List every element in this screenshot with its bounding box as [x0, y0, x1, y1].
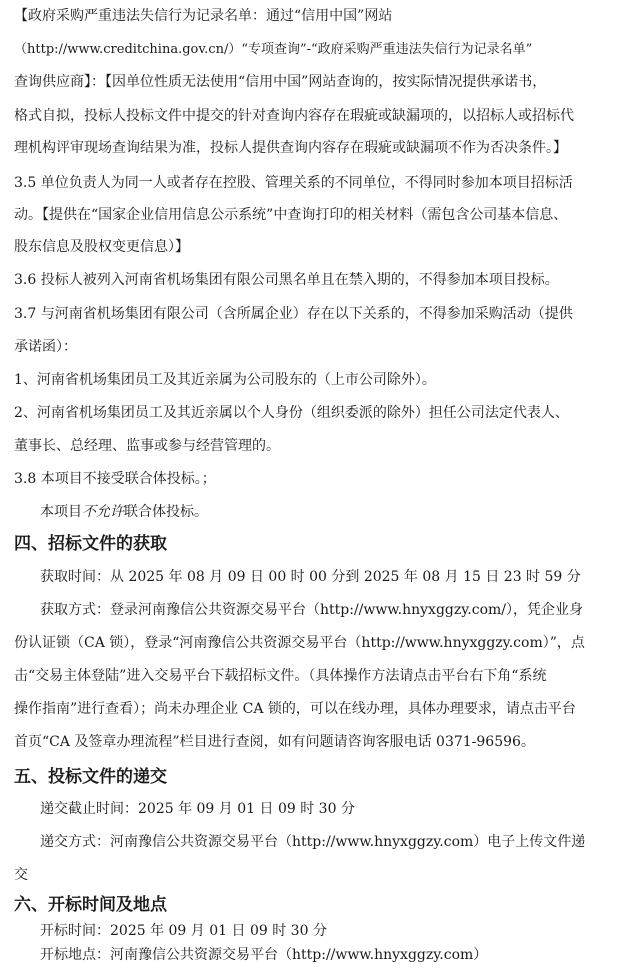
text-run: 联合体投标。	[124, 504, 208, 520]
text-line: 获取方式：登录河南豫信公共资源交易平台（http://www.hnyxggzy.com/），凭企业身	[40, 602, 584, 618]
text-line: 【政府采购严重违法失信行为记录名单：通过“信用中国”网站	[14, 8, 393, 24]
text-line: 格式自拟，投标人投标文件中提交的针对查询内容存在瑕疵或缺漏项的，以招标人或招标代	[14, 108, 574, 124]
text-line: 股东信息及股权变更信息）】	[14, 239, 189, 255]
text-line	[40, 502, 612, 522]
text-line: 3.5 单位负责人为同一人或者存在控股、管理关系的不同单位，不得同时参加本项目招标活	[14, 175, 573, 191]
emphasis-text: 不允许	[82, 504, 124, 520]
text-line: 首页“CA 及签章办理流程”栏目进行查阅，如有问题请咨询客服电话 0371-96596。	[14, 734, 535, 750]
text-run: 本项目	[40, 504, 82, 520]
text-line: 理机构评审现场查询结果为准，投标人提供查询内容存在瑕疵或缺漏项不作为否决条件。】	[14, 140, 567, 156]
section-heading: 四、招标文件的获取	[14, 534, 167, 554]
text-line: 1、河南省机场集团员工及其近亲属为公司股东的（上市公司除外）。	[14, 372, 436, 388]
text-line: （http://www.creditchina.gov.cn/）“专项查询”-“政府采购严重违法失信行为记录名单”	[14, 42, 533, 57]
section-heading: 五、投标文件的递交	[14, 767, 167, 787]
text-line: 递交方式：河南豫信公共资源交易平台（http://www.hnyxggzy.com）电子上传文件递	[40, 834, 586, 850]
text-line: 2、河南省机场集团员工及其近亲属以个人身份（组织委派的除外）担任公司法定代表人、	[14, 405, 569, 421]
section-heading: 六、开标时间及地点	[14, 895, 167, 915]
text-line: 3.7 与河南省机场集团有限公司（含所属企业）存在以下关系的，不得参加采购活动（提供	[14, 306, 573, 322]
text-line: 开标地点：河南豫信公共资源交易平台（http://www.hnyxggzy.com）	[40, 947, 488, 963]
text-line: 董事长、总经理、监事或参与经营管理的。	[14, 438, 280, 454]
text-line: 递交截止时间：2025 年 09 月 01 日 09 时 30 分	[40, 801, 355, 817]
text-line: 动。【提供在“国家企业信用信息公示系统”中查询打印的相关材料（需包含公司基本信息、	[14, 207, 568, 223]
text-line: 3.8 本项目不接受联合体投标。；	[14, 471, 216, 487]
text-line: 获取时间：从 2025 年 08 月 09 日 00 时 00 分到 2025 年 08 月 15 日 23 时 59 分	[40, 569, 581, 585]
text-line: 查询供应商】：【因单位性质无法使用“信用中国”网站查询的，按实际情况提供承诺书，	[14, 74, 547, 90]
text-line: 承诺函）：	[14, 339, 77, 355]
text-line: 击“交易主体登陆”进入交易平台下载招标文件。（具体操作方法请点击平台右下角“系统	[14, 668, 547, 684]
text-line: 开标时间：2025 年 09 月 01 日 09 时 30 分	[40, 923, 327, 939]
text-line: 3.6 投标人被列入河南省机场集团有限公司黑名单且在禁入期的，不得参加本项目投标。	[14, 272, 559, 288]
text-line: 份认证锁（CA 锁），登录“河南豫信公共资源交易平台（http://www.hnyxggzy.com）”，点	[14, 635, 585, 651]
text-line: 交	[14, 867, 28, 883]
text-line: 操作指南”进行查看）；尚未办理企业 CA 锁的，可以在线办理，具体办理要求，请点击平台	[14, 701, 576, 717]
